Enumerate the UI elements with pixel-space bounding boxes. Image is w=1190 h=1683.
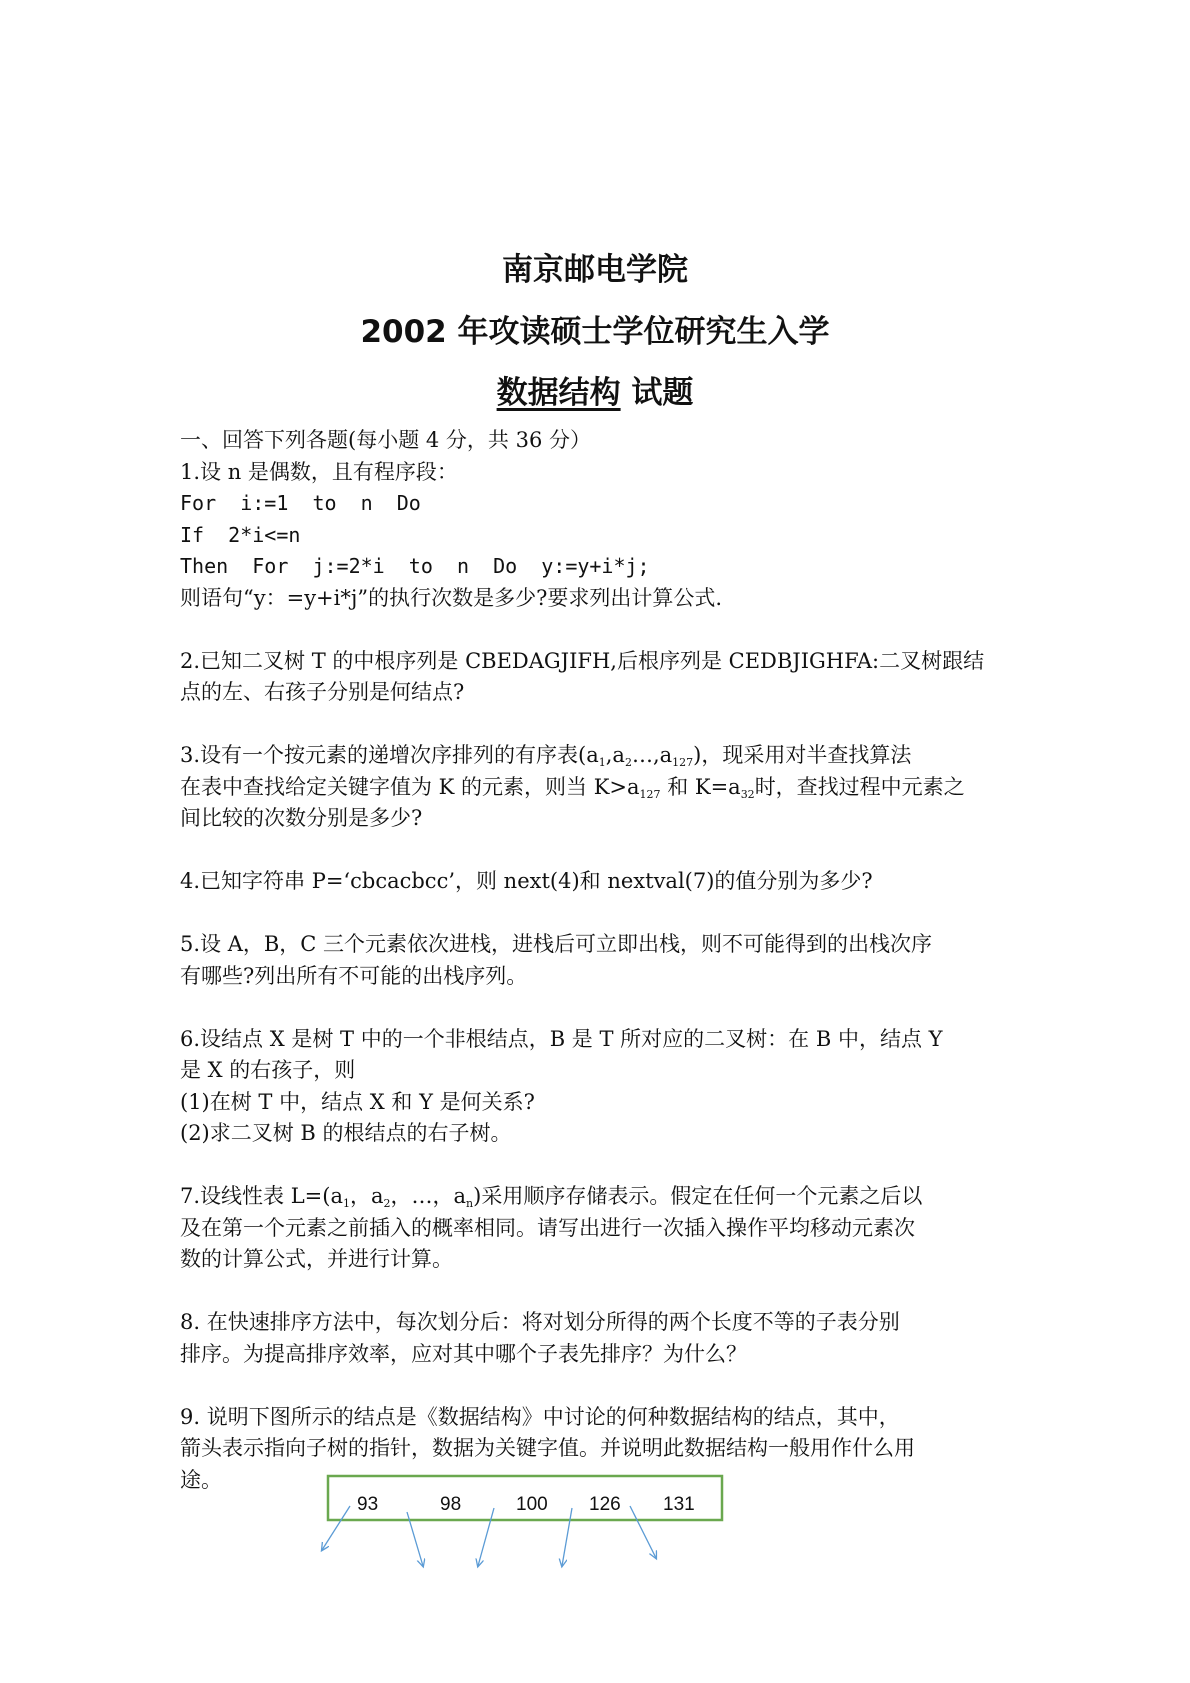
- q3-text: ,a: [605, 743, 625, 767]
- child-pointer-arrow: [322, 1506, 350, 1550]
- node-key: 126: [589, 1494, 621, 1515]
- q3-text: 和 K=a: [660, 774, 741, 799]
- q3-text: 在表中查找给定关键字值为 K 的元素，则当 K>a: [180, 774, 640, 799]
- q7-text: ，…，a: [390, 1184, 467, 1208]
- spacer: [180, 835, 1020, 867]
- q1-code-line-3: Then For j:=2*i to n Do y:=y+i*j;: [180, 554, 650, 578]
- node-key: 93: [357, 1494, 379, 1515]
- subject-title: [0, 373, 1190, 413]
- q8-line-2: 排序。为提高排序效率，应对其中哪个子表先排序？为什么？: [180, 1341, 747, 1366]
- q8-line-1: 8. 在快速排序方法中，每次划分后：将对划分所得的两个长度不等的子表分别: [180, 1310, 900, 1334]
- q3-line-1: [180, 740, 1020, 772]
- q1-question: 则语句“y：=y+i*j”的执行次数是多少?要求列出计算公式.: [180, 585, 723, 610]
- subscript: 2: [624, 756, 632, 769]
- subscript: 1: [342, 1197, 350, 1210]
- subscript: 127: [639, 787, 661, 801]
- q7-text: 7.设线性表 L=(a: [180, 1184, 343, 1208]
- tree-node-graphic: [310, 1472, 750, 1602]
- subscript: 32: [740, 787, 755, 801]
- q3-text: 时，查找过程中元素之: [754, 774, 965, 799]
- q7-line-2: 及在第一个元素之前插入的概率相同。请写出进行一次插入操作平均移动元素次: [180, 1215, 915, 1240]
- q9-line-1: 9. 说明下图所示的结点是《数据结构》中讨论的何种数据结构的结点，其中，: [180, 1404, 900, 1429]
- q6-line-1: 6.设结点 X 是树 T 中的一个非根结点，B 是 T 所对应的二叉树：在 B 中，结点 Y: [180, 1026, 943, 1051]
- school-title: 南京邮电学院: [502, 252, 688, 288]
- q1-code-line-2: If 2*i<=n: [180, 522, 301, 547]
- q5-line-1: 5.设 A，B，C 三个元素依次进栈，进栈后可立即出栈，则不可能得到的出栈次序: [180, 932, 933, 956]
- node-key: 131: [663, 1494, 695, 1515]
- subscript: n: [466, 1197, 474, 1210]
- spacer: [180, 1150, 1020, 1182]
- q6-line-4: (2)求二叉树 B 的根结点的右子树。: [180, 1121, 512, 1145]
- subject-suffix: 试题: [631, 375, 694, 411]
- child-pointer-arrow: [562, 1508, 572, 1566]
- spacer: [180, 709, 1020, 741]
- exam-body: [180, 425, 1020, 1496]
- q3-text: …,a: [631, 743, 673, 767]
- subscript: 2: [383, 1197, 391, 1210]
- q6-line-2: 是 X 的右孩子，则: [180, 1058, 356, 1082]
- q7-text: )采用顺序存储表示。假定在任何一个元素之后以: [473, 1184, 923, 1208]
- q7-line-1: [180, 1181, 1020, 1213]
- q3-text: )，现采用对半查找算法: [693, 743, 912, 767]
- spacer: [180, 1276, 1020, 1308]
- subject-name: 数据结构: [496, 375, 621, 411]
- subscript: 1: [598, 756, 606, 769]
- spacer: [180, 614, 1020, 646]
- spacer: [180, 1370, 1020, 1402]
- q2-line-1: 2.已知二叉树 T 的中根序列是 CBEDAGJIFH,后根序列是 CEDBJIGHFA:二叉树跟结: [180, 648, 985, 673]
- node-key: 100: [516, 1494, 548, 1515]
- child-pointer-arrow: [630, 1506, 656, 1558]
- spacer: [180, 992, 1020, 1024]
- child-pointer-arrow: [478, 1508, 494, 1566]
- q2-line-2: 点的左、右孩子分别是何结点?: [180, 680, 465, 704]
- q4-line-1: 4.已知字符串 P=‘cbcacbcc’，则 next(4)和 nextval(7)的值分别为多少?: [180, 869, 873, 893]
- q5-line-2: 有哪些?列出所有不可能的出栈序列。: [180, 963, 528, 988]
- subscript: 127: [672, 756, 694, 769]
- q1-code-line-1: For i:=1 to n Do: [180, 491, 421, 515]
- exam-title: 2002 年攻读硕士学位研究生入学: [360, 314, 830, 350]
- section-heading: 一、回答下列各题(每小题 4 分，共 36 分）: [180, 428, 591, 452]
- spacer: [180, 898, 1020, 930]
- tree-node-diagram: [310, 1472, 750, 1602]
- q7-text: ，a: [349, 1184, 384, 1208]
- q9-line-2: 箭头表示指向子树的指针，数据为关键字值。并说明此数据结构一般用作什么用: [180, 1436, 915, 1460]
- q9-line-3: 途。: [180, 1467, 222, 1492]
- q3-text: 3.设有一个按元素的递增次序排列的有序表(a: [180, 743, 599, 767]
- q3-line-2: [180, 772, 1020, 804]
- q7-line-3: 数的计算公式，并进行计算。: [180, 1247, 453, 1271]
- q1-intro: 1.设 n 是偶数，且有程序段：: [180, 459, 458, 484]
- node-key: 98: [440, 1494, 462, 1515]
- q3-line-3: 间比较的次数分别是多少?: [180, 806, 423, 830]
- q6-line-3: (1)在树 T 中，结点 X 和 Y 是何关系?: [180, 1089, 535, 1114]
